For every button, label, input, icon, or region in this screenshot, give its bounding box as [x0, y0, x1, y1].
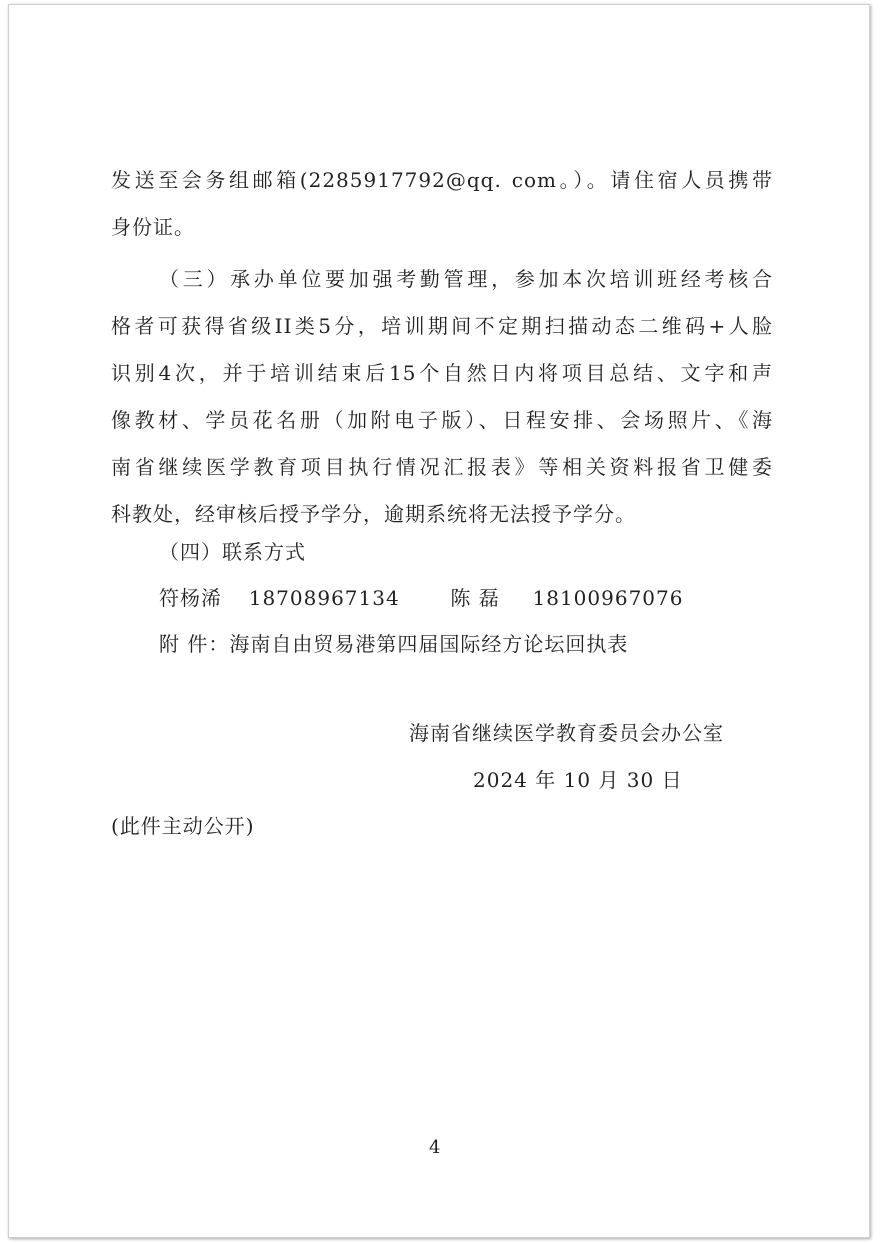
issue-date: 2024 年 10 月 30 日: [473, 768, 683, 792]
contact-line: [159, 586, 683, 610]
contact-1-phone: 18708967134: [248, 586, 400, 610]
paragraph-2-line-4: 像教材、学员花名册（加附电子版）、日程安排、会场照片、《海: [111, 408, 773, 432]
paragraph-2-line-1: （三）承办单位要加强考勤管理，参加本次培训班经考核合: [159, 267, 773, 291]
page-number: 4: [429, 1137, 441, 1158]
contact-2-phone: 18100967076: [532, 586, 684, 610]
contact-1-name: 符杨浠: [159, 586, 222, 610]
paragraph-2-line-2: 格者可获得省级II类5分，培训期间不定期扫描动态二维码+人脸: [111, 314, 773, 338]
paragraph-1-line-1: 发送至会务组邮箱(2285917792@qq. com。）。请住宿人员携带: [111, 168, 773, 192]
contact-heading: （四）联系方式: [159, 540, 306, 564]
contact-2-name: 陈 磊: [450, 586, 500, 610]
attachment-line: 附 件：海南自由贸易港第四届国际经方论坛回执表: [159, 632, 629, 656]
document-page: [8, 4, 870, 1238]
paragraph-2-line-3: 识别4次，并于培训结束后15个自然日内将项目总结、文字和声: [111, 361, 773, 385]
disclosure-note: (此件主动公开): [111, 814, 255, 838]
paragraph-2-line-5: 南省继续医学教育项目执行情况汇报表》等相关资料报省卫健委: [111, 455, 773, 479]
issuer: 海南省继续医学教育委员会办公室: [409, 721, 724, 745]
paragraph-2-line-6: 科教处，经审核后授予学分，逾期系统将无法授予学分。: [111, 502, 636, 526]
paragraph-1-line-2: 身份证。: [111, 215, 195, 239]
